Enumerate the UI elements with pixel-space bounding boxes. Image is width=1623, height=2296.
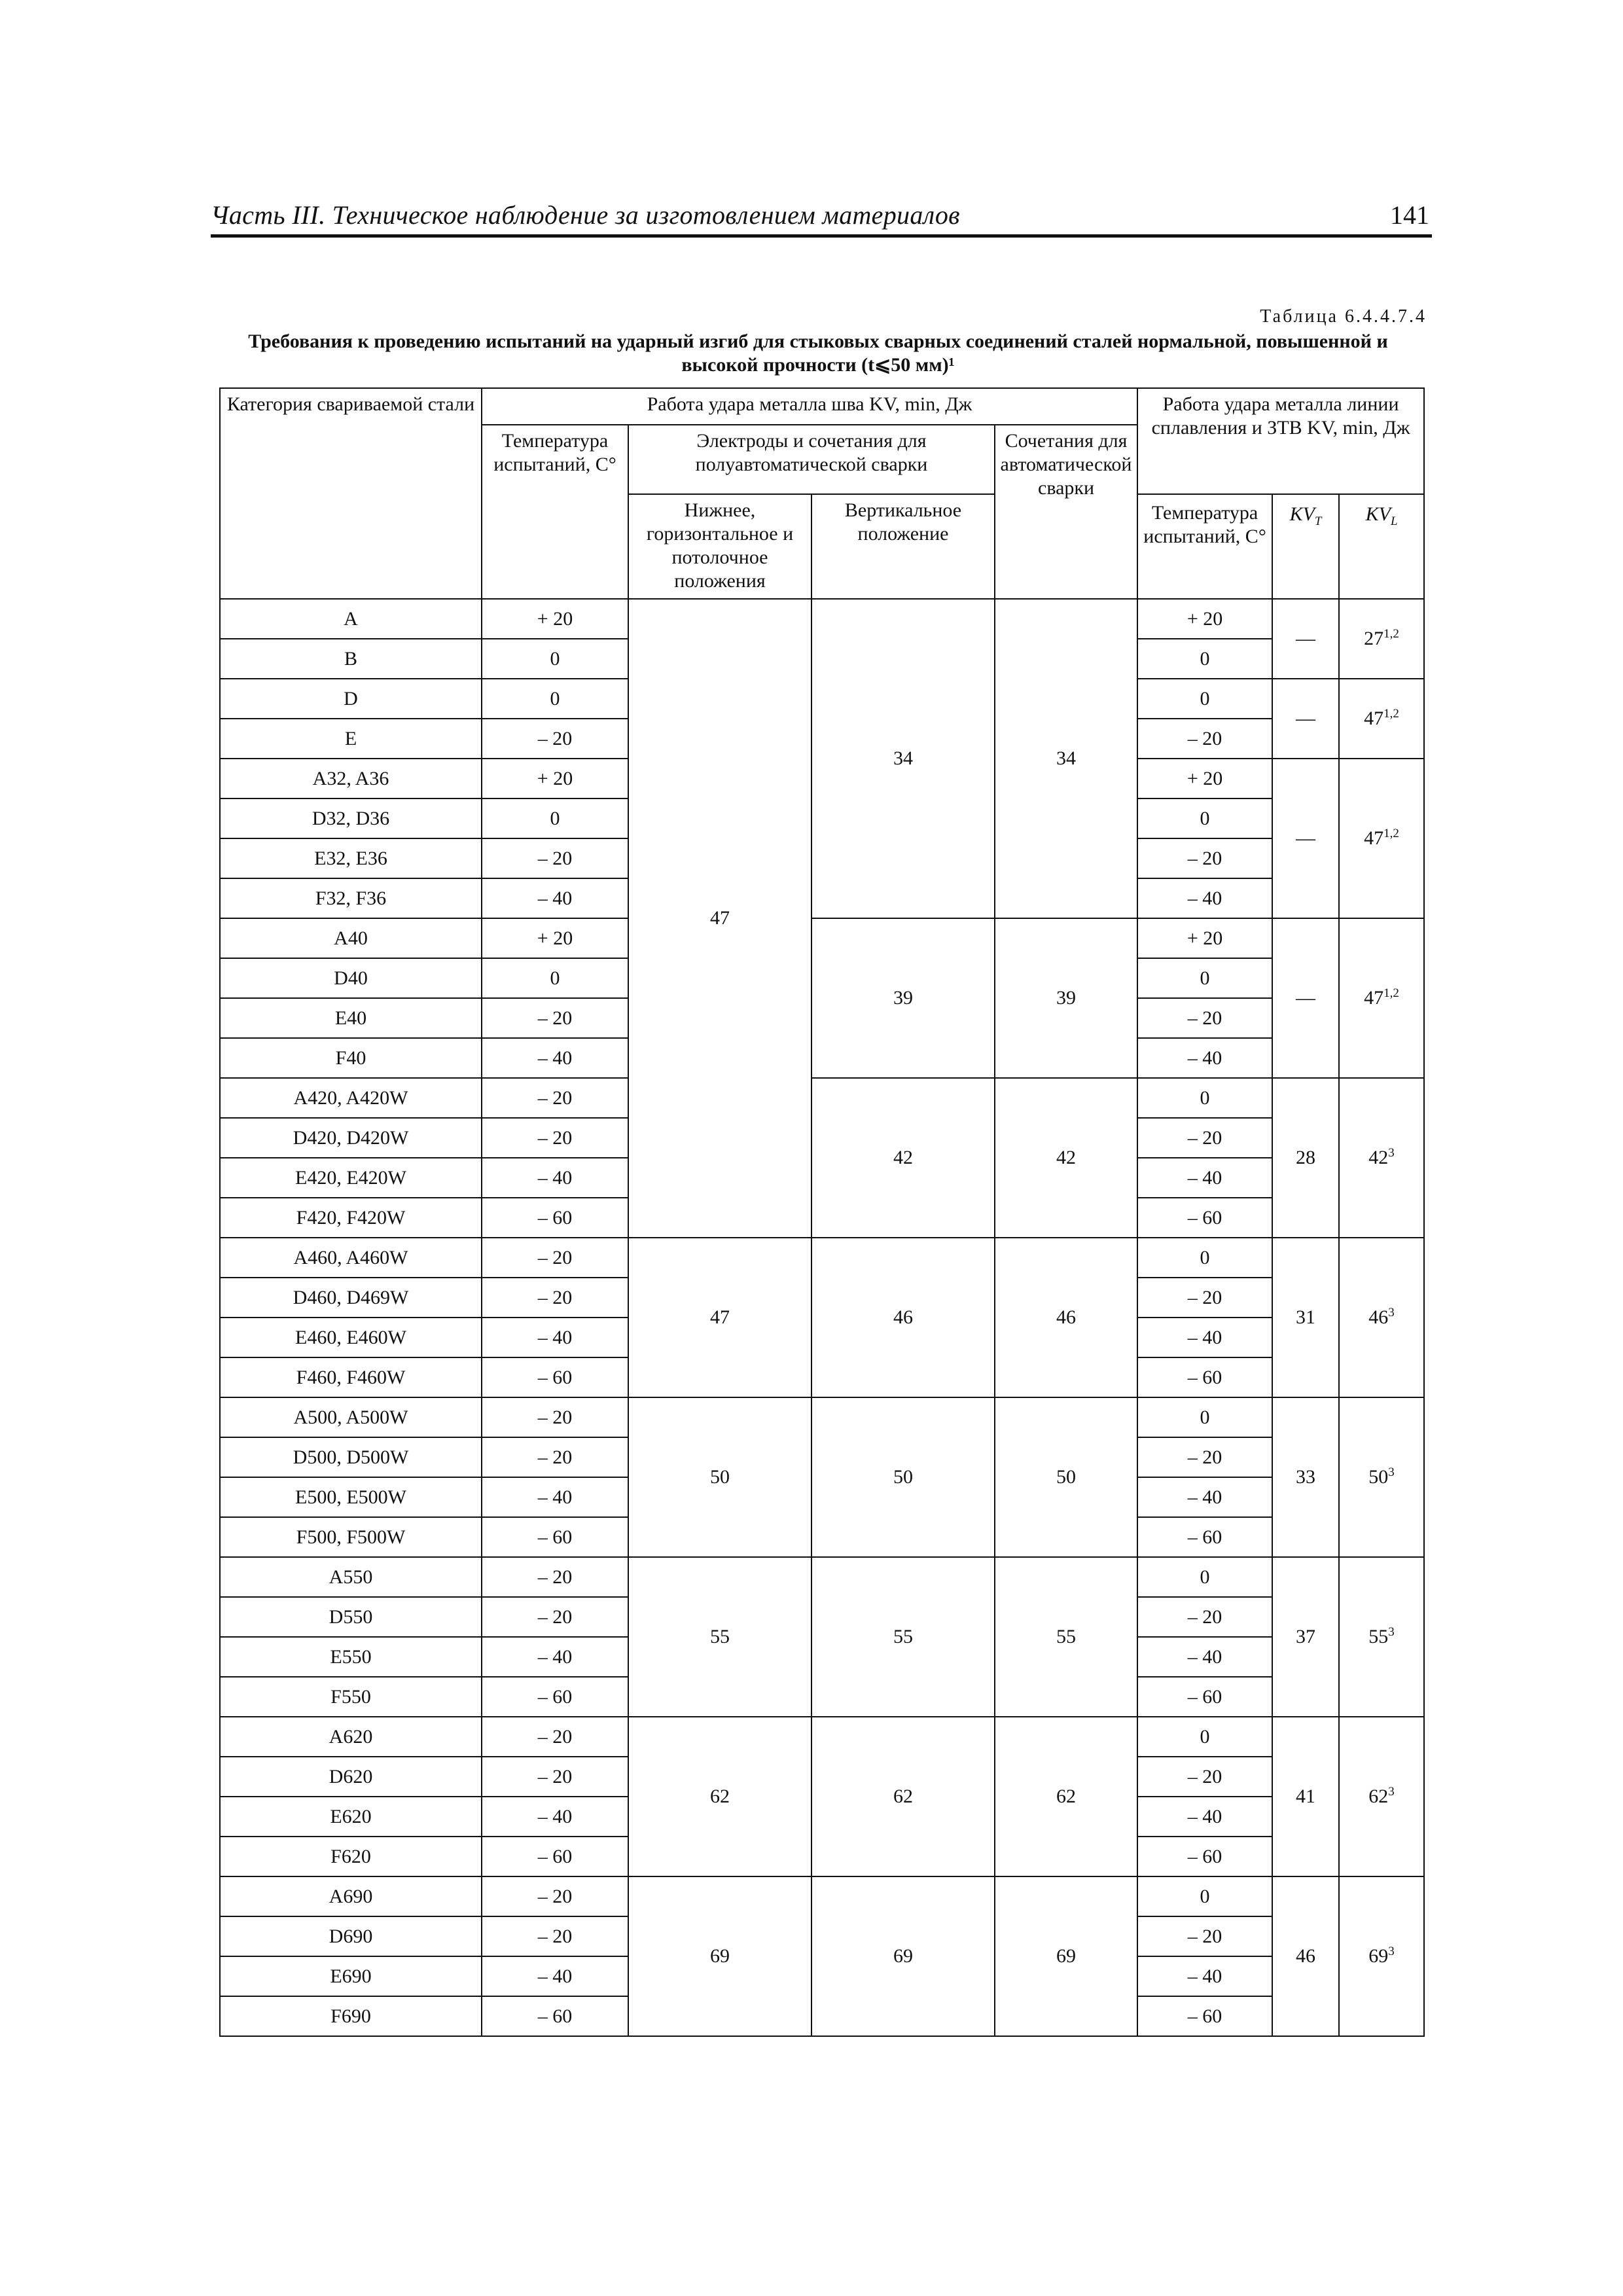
- weld-temperature-cell: – 20: [482, 1238, 628, 1278]
- table-row: [220, 1717, 1424, 1757]
- fusion-temperature-cell: + 20: [1137, 759, 1272, 798]
- col-header-category: Категория свариваемой стали: [220, 388, 482, 599]
- kvl-value: 50: [1368, 1466, 1389, 1488]
- steel-category-cell: D40: [220, 958, 482, 998]
- weld-temperature-cell: – 20: [482, 1118, 628, 1158]
- kvt-value-cell: 46: [1272, 1876, 1339, 2036]
- weld-temperature-cell: – 40: [482, 1637, 628, 1677]
- weld-temperature-cell: – 60: [482, 1677, 628, 1717]
- steel-category-cell: F500, F500W: [220, 1517, 482, 1557]
- kvt-value-cell: 31: [1272, 1238, 1339, 1397]
- table-number: Таблица 6.4.4.7.4: [1260, 306, 1427, 327]
- steel-category-cell: A500, A500W: [220, 1397, 482, 1437]
- table-row: [220, 918, 1424, 958]
- steel-category-cell: E420, E420W: [220, 1158, 482, 1198]
- footnote-ref: 3: [1388, 1625, 1395, 1639]
- weld-temperature-cell: – 40: [482, 878, 628, 918]
- fusion-temperature-cell: 0: [1137, 958, 1272, 998]
- footnote-ref: 1,2: [1383, 986, 1399, 1000]
- steel-category-cell: D: [220, 679, 482, 719]
- running-header: [211, 196, 1432, 238]
- fusion-temperature-cell: – 40: [1137, 1038, 1272, 1078]
- steel-category-cell: E460, E460W: [220, 1318, 482, 1357]
- steel-category-cell: A32, A36: [220, 759, 482, 798]
- weld-temperature-cell: – 20: [482, 838, 628, 878]
- weld-temperature-cell: + 20: [482, 918, 628, 958]
- weld-temperature-cell: – 20: [482, 1278, 628, 1318]
- kvl-value-cell: [1339, 759, 1424, 918]
- fusion-temperature-cell: 0: [1137, 1078, 1272, 1118]
- flat-position-value-cell: 47: [628, 1238, 812, 1397]
- steel-category-cell: E550: [220, 1637, 482, 1677]
- kvl-value: 47: [1364, 987, 1384, 1009]
- steel-category-cell: A40: [220, 918, 482, 958]
- fusion-temperature-cell: – 40: [1137, 878, 1272, 918]
- footnote-ref: 3: [1388, 1945, 1395, 1958]
- fusion-temperature-cell: – 40: [1137, 1956, 1272, 1996]
- steel-category-cell: B: [220, 639, 482, 679]
- weld-temperature-cell: – 40: [482, 1797, 628, 1837]
- kvl-value-cell: [1339, 918, 1424, 1078]
- weld-temperature-cell: + 20: [482, 599, 628, 639]
- weld-temperature-cell: – 40: [482, 1038, 628, 1078]
- fusion-temperature-cell: – 20: [1137, 838, 1272, 878]
- fusion-temperature-cell: 0: [1137, 798, 1272, 838]
- col-header-fusion-temp: Температура испытаний, С°: [1137, 494, 1272, 599]
- steel-category-cell: F40: [220, 1038, 482, 1078]
- kvt-value-cell: 37: [1272, 1557, 1339, 1717]
- automatic-welding-value-cell: 50: [995, 1397, 1137, 1557]
- steel-category-cell: F550: [220, 1677, 482, 1717]
- steel-category-cell: A620: [220, 1717, 482, 1757]
- kvl-subscript: L: [1390, 514, 1398, 528]
- steel-category-cell: E690: [220, 1956, 482, 1996]
- kvl-value-cell: [1339, 1557, 1424, 1717]
- fusion-temperature-cell: – 60: [1137, 1198, 1272, 1238]
- steel-category-cell: D460, D469W: [220, 1278, 482, 1318]
- vertical-position-value-cell: 34: [812, 599, 995, 918]
- steel-category-cell: A: [220, 599, 482, 639]
- table-row: [220, 1078, 1424, 1118]
- automatic-welding-value-cell: 42: [995, 1078, 1137, 1238]
- col-header-weld: Работа удара металла шва KV, min, Дж: [482, 388, 1137, 425]
- vertical-position-value-cell: 62: [812, 1717, 995, 1876]
- steel-category-cell: D690: [220, 1916, 482, 1956]
- col-header-flat: Нижнее, горизонтальное и потолочное положения: [628, 494, 812, 599]
- kvl-value-cell: [1339, 1397, 1424, 1557]
- table-row: [220, 599, 1424, 639]
- footnote-ref: 1,2: [1383, 627, 1399, 641]
- weld-temperature-cell: + 20: [482, 759, 628, 798]
- vertical-position-value-cell: 42: [812, 1078, 995, 1238]
- kvl-value-cell: [1339, 1238, 1424, 1397]
- table-row: [220, 1238, 1424, 1278]
- weld-temperature-cell: 0: [482, 639, 628, 679]
- vertical-position-value-cell: 69: [812, 1876, 995, 2036]
- vertical-position-value-cell: 55: [812, 1557, 995, 1717]
- table-row: [220, 1876, 1424, 1916]
- fusion-temperature-cell: 0: [1137, 1397, 1272, 1437]
- weld-temperature-cell: – 40: [482, 1477, 628, 1517]
- kvl-value-cell: [1339, 679, 1424, 759]
- kvl-value: 42: [1368, 1147, 1389, 1168]
- steel-category-cell: F32, F36: [220, 878, 482, 918]
- steel-category-cell: D550: [220, 1597, 482, 1637]
- steel-category-cell: D620: [220, 1757, 482, 1797]
- automatic-welding-value-cell: 62: [995, 1717, 1137, 1876]
- col-header-vertical: Вертикальное положение: [812, 494, 995, 599]
- automatic-welding-value-cell: 69: [995, 1876, 1137, 2036]
- fusion-temperature-cell: 0: [1137, 679, 1272, 719]
- weld-temperature-cell: – 20: [482, 1397, 628, 1437]
- weld-temperature-cell: – 20: [482, 1717, 628, 1757]
- col-header-weld-temp: Температура испытаний, С°: [482, 425, 628, 599]
- fusion-temperature-cell: – 20: [1137, 1597, 1272, 1637]
- weld-temperature-cell: – 20: [482, 998, 628, 1038]
- fusion-temperature-cell: 0: [1137, 639, 1272, 679]
- steel-category-cell: F620: [220, 1837, 482, 1876]
- footnote-ref: 3: [1388, 1785, 1395, 1799]
- col-header-semiauto: Электроды и сочетания для полуавтоматической сварки: [628, 425, 995, 494]
- kvl-value: 27: [1364, 628, 1384, 649]
- col-header-kvl: [1339, 494, 1424, 599]
- steel-category-cell: A690: [220, 1876, 482, 1916]
- kvt-subscript: T: [1314, 514, 1322, 528]
- weld-temperature-cell: – 20: [482, 1757, 628, 1797]
- kvl-value: 69: [1368, 1945, 1389, 1967]
- fusion-temperature-cell: – 20: [1137, 998, 1272, 1038]
- kvl-value: 55: [1368, 1626, 1389, 1647]
- weld-temperature-cell: – 60: [482, 1996, 628, 2036]
- kvt-value-cell: —: [1272, 918, 1339, 1078]
- weld-temperature-cell: – 40: [482, 1158, 628, 1198]
- steel-category-cell: E500, E500W: [220, 1477, 482, 1517]
- flat-position-value-cell: 47: [628, 599, 812, 1238]
- fusion-temperature-cell: – 60: [1137, 1517, 1272, 1557]
- fusion-temperature-cell: – 60: [1137, 1837, 1272, 1876]
- kvl-label: KV: [1365, 503, 1391, 525]
- vertical-position-value-cell: 50: [812, 1397, 995, 1557]
- flat-position-value-cell: 62: [628, 1717, 812, 1876]
- footnote-ref: 1,2: [1383, 707, 1399, 721]
- kvl-value-cell: [1339, 1876, 1424, 2036]
- weld-temperature-cell: 0: [482, 958, 628, 998]
- steel-category-cell: F460, F460W: [220, 1357, 482, 1397]
- fusion-temperature-cell: – 20: [1137, 719, 1272, 759]
- col-header-fusion: Работа удара металла линии сплавления и ЗТВ KV, min, Дж: [1137, 388, 1424, 494]
- impact-test-table: [219, 387, 1425, 2037]
- steel-category-cell: D32, D36: [220, 798, 482, 838]
- kvt-label: KV: [1289, 503, 1315, 525]
- weld-temperature-cell: – 40: [482, 1318, 628, 1357]
- footnote-ref: 3: [1388, 1306, 1395, 1319]
- automatic-welding-value-cell: 46: [995, 1238, 1137, 1397]
- weld-temperature-cell: – 60: [482, 1837, 628, 1876]
- steel-category-cell: F420, F420W: [220, 1198, 482, 1238]
- col-header-kvt: [1272, 494, 1339, 599]
- fusion-temperature-cell: – 40: [1137, 1318, 1272, 1357]
- fusion-temperature-cell: 0: [1137, 1876, 1272, 1916]
- steel-category-cell: F690: [220, 1996, 482, 2036]
- kvt-value-cell: —: [1272, 679, 1339, 759]
- steel-category-cell: D420, D420W: [220, 1118, 482, 1158]
- kvt-value-cell: 41: [1272, 1717, 1339, 1876]
- weld-temperature-cell: – 20: [482, 1078, 628, 1118]
- fusion-temperature-cell: – 40: [1137, 1797, 1272, 1837]
- weld-temperature-cell: – 20: [482, 1916, 628, 1956]
- weld-temperature-cell: – 20: [482, 1437, 628, 1477]
- steel-category-cell: A460, A460W: [220, 1238, 482, 1278]
- footnote-ref: 3: [1388, 1465, 1395, 1479]
- steel-category-cell: A550: [220, 1557, 482, 1597]
- kvt-value-cell: —: [1272, 599, 1339, 679]
- running-header-title: Часть III. Техническое наблюдение за изготовлением материалов: [211, 200, 960, 230]
- fusion-temperature-cell: – 20: [1137, 1118, 1272, 1158]
- automatic-welding-value-cell: 39: [995, 918, 1137, 1078]
- fusion-temperature-cell: + 20: [1137, 918, 1272, 958]
- weld-temperature-cell: – 60: [482, 1517, 628, 1557]
- fusion-temperature-cell: 0: [1137, 1557, 1272, 1597]
- kvl-value: 47: [1364, 708, 1384, 729]
- weld-temperature-cell: – 20: [482, 719, 628, 759]
- automatic-welding-value-cell: 55: [995, 1557, 1137, 1717]
- fusion-temperature-cell: – 20: [1137, 1278, 1272, 1318]
- kvl-value: 47: [1364, 827, 1384, 849]
- footnote-ref: 1,2: [1383, 827, 1399, 840]
- fusion-temperature-cell: + 20: [1137, 599, 1272, 639]
- table-row: [220, 1557, 1424, 1597]
- weld-temperature-cell: – 20: [482, 1557, 628, 1597]
- fusion-temperature-cell: – 20: [1137, 1437, 1272, 1477]
- weld-temperature-cell: – 20: [482, 1876, 628, 1916]
- col-header-auto: Сочетания для автоматической сварки: [995, 425, 1137, 599]
- kvl-value-cell: [1339, 1078, 1424, 1238]
- steel-category-cell: D500, D500W: [220, 1437, 482, 1477]
- flat-position-value-cell: 50: [628, 1397, 812, 1557]
- kvt-value-cell: 33: [1272, 1397, 1339, 1557]
- fusion-temperature-cell: – 60: [1137, 1677, 1272, 1717]
- weld-temperature-cell: – 60: [482, 1357, 628, 1397]
- table-row: [220, 1397, 1424, 1437]
- kvt-value-cell: 28: [1272, 1078, 1339, 1238]
- table-caption: Требования к проведению испытаний на ударный изгиб для стыковых сварных соединений сталей нормальной, повышенной и высокой прочности (t⩽50 мм)¹: [248, 331, 1388, 376]
- fusion-temperature-cell: 0: [1137, 1717, 1272, 1757]
- fusion-temperature-cell: 0: [1137, 1238, 1272, 1278]
- weld-temperature-cell: – 20: [482, 1597, 628, 1637]
- fusion-temperature-cell: – 40: [1137, 1158, 1272, 1198]
- steel-category-cell: E40: [220, 998, 482, 1038]
- weld-temperature-cell: 0: [482, 679, 628, 719]
- fusion-temperature-cell: – 40: [1137, 1637, 1272, 1677]
- steel-category-cell: A420, A420W: [220, 1078, 482, 1118]
- steel-category-cell: E: [220, 719, 482, 759]
- vertical-position-value-cell: 39: [812, 918, 995, 1078]
- fusion-temperature-cell: – 20: [1137, 1916, 1272, 1956]
- kvl-value: 62: [1368, 1785, 1389, 1807]
- weld-temperature-cell: 0: [482, 798, 628, 838]
- kvl-value: 46: [1368, 1306, 1389, 1328]
- steel-category-cell: E32, E36: [220, 838, 482, 878]
- page-number: 141: [1390, 200, 1429, 230]
- flat-position-value-cell: 69: [628, 1876, 812, 2036]
- flat-position-value-cell: 55: [628, 1557, 812, 1717]
- fusion-temperature-cell: – 60: [1137, 1996, 1272, 2036]
- weld-temperature-cell: – 60: [482, 1198, 628, 1238]
- weld-temperature-cell: – 40: [482, 1956, 628, 1996]
- vertical-position-value-cell: 46: [812, 1238, 995, 1397]
- fusion-temperature-cell: – 60: [1137, 1357, 1272, 1397]
- steel-category-cell: E620: [220, 1797, 482, 1837]
- footnote-ref: 3: [1388, 1146, 1395, 1160]
- table-body: [220, 599, 1424, 2036]
- fusion-temperature-cell: – 20: [1137, 1757, 1272, 1797]
- kvl-value-cell: [1339, 599, 1424, 679]
- kvt-value-cell: —: [1272, 759, 1339, 918]
- fusion-temperature-cell: – 40: [1137, 1477, 1272, 1517]
- kvl-value-cell: [1339, 1717, 1424, 1876]
- automatic-welding-value-cell: 34: [995, 599, 1137, 918]
